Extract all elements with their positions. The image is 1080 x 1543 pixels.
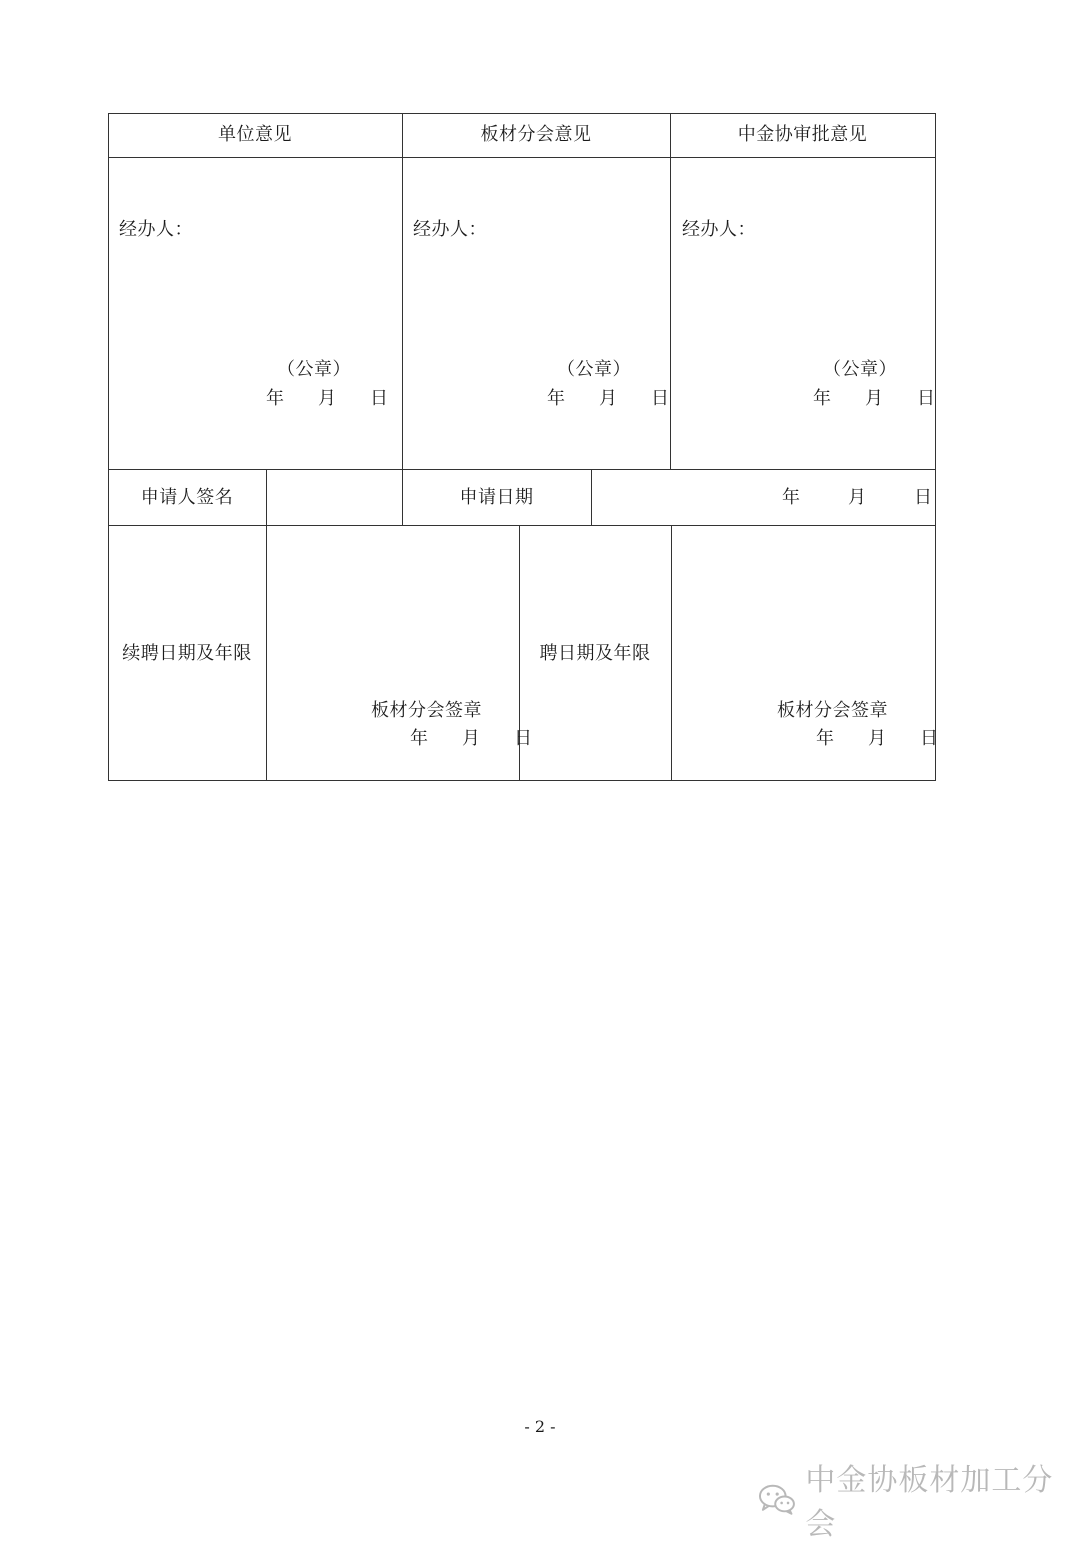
table-row-divider bbox=[108, 525, 936, 526]
table-border-top bbox=[108, 113, 936, 114]
application-date-field[interactable]: 年 月 日 bbox=[782, 487, 936, 508]
cnga-handler-label: 经办人： bbox=[682, 219, 756, 240]
table-col-divider bbox=[266, 469, 267, 781]
unit-date-label: 年 月 日 bbox=[266, 388, 396, 409]
renewal-date-label: 年 月 日 bbox=[410, 728, 540, 749]
unit-seal-label: （公章） bbox=[277, 359, 351, 380]
header-cnga-approval-opinion: 中金协审批意见 bbox=[737, 124, 868, 145]
watermark bbox=[758, 1455, 1080, 1543]
application-date-label: 申请日期 bbox=[459, 487, 534, 508]
page-number: - 2 - bbox=[524, 1417, 556, 1436]
cnga-seal-label: （公章） bbox=[823, 359, 897, 380]
applicant-signature-label: 申请人签名 bbox=[140, 487, 234, 508]
branch-seal-label: （公章） bbox=[557, 359, 631, 380]
table-border-right bbox=[935, 113, 936, 781]
table-row-divider bbox=[108, 469, 936, 470]
table-col-divider bbox=[591, 469, 592, 526]
table-border-bottom bbox=[108, 780, 936, 781]
table-col-divider bbox=[670, 113, 671, 470]
table-row-divider bbox=[108, 157, 936, 158]
branch-handler-label: 经办人： bbox=[413, 219, 487, 240]
branch-date-label: 年 月 日 bbox=[547, 388, 677, 409]
cnga-date-label: 年 月 日 bbox=[813, 388, 943, 409]
unit-handler-label: 经办人： bbox=[119, 219, 193, 240]
renewal-branch-seal-label: 板材分会签章 bbox=[371, 700, 482, 721]
header-board-branch-opinion: 板材分会意见 bbox=[480, 124, 592, 145]
hire-branch-seal-label: 板材分会签章 bbox=[777, 700, 888, 721]
watermark-text: 中金协板材加工分会 bbox=[805, 1463, 1054, 1542]
table-col-divider bbox=[402, 113, 403, 526]
renewal-date-term-label: 续聘日期及年限 bbox=[122, 643, 252, 664]
wechat-icon bbox=[758, 1483, 795, 1515]
table-border-left bbox=[108, 113, 109, 781]
table-col-divider bbox=[671, 525, 672, 781]
header-unit-opinion: 单位意见 bbox=[218, 124, 292, 145]
hire-date-term-label: 聘日期及年限 bbox=[539, 643, 651, 664]
hire-date-label: 年 月 日 bbox=[816, 728, 946, 749]
